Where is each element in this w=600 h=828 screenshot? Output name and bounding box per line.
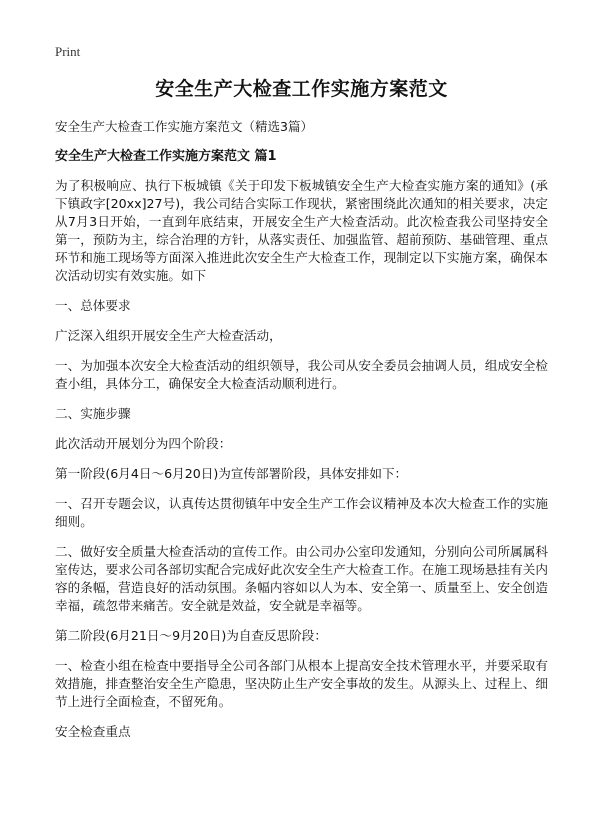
paragraph-leadership: 一、为加强本次安全大检查活动的组织领导，我公司从安全委员会抽调人员，组成安全检查小组，具体分工，确保安全大检查活动顺利进行。 <box>55 358 548 391</box>
paragraph-organize: 广泛深入组织开展安全生产大检查活动， <box>55 328 282 343</box>
document-title: 安全生产大检查工作实施方案范文 <box>155 78 448 100</box>
paragraph-inspection-guidance: 一、检查小组在检查中要指导全公司各部门从根本上提高安全技术管理水平，并要采取有效措施，排查整治安全生产隐患，坚决防止生产安全事故的发生。从源头上、过程上、细节上进行全面检查，不留死角。 <box>55 658 548 709</box>
paragraph-publicity: 二、做好安全质量大检查活动的宣传工作。由公司办公室印发通知，分别向公司所属属科室传达，要求公司各部切实配合完成好此次安全生产大检查工作。在施工现场悬挂有关内容的条幅，营造良好的活动氛围。条幅内容如以人为本、安全第一、质量至上、安全创造幸福，疏忽带来痛苦。安全就是效益，安全就是幸福等。 <box>55 544 548 613</box>
document-subtitle: 安全生产大检查工作实施方案范文（精选3篇） <box>55 119 313 134</box>
print-label: Print <box>55 44 81 59</box>
section-heading: 安全生产大检查工作实施方案范文 篇1 <box>55 149 277 164</box>
heading-general-requirements: 一、总体要求 <box>55 298 131 313</box>
paragraph-special-meeting: 一、召开专题会议，认真传达贯彻镇年中安全生产工作会议精神及本次大检查工作的实施细则。 <box>55 496 548 529</box>
paragraph-inspection-focus: 安全检查重点 <box>55 724 131 739</box>
paragraph-four-stages: 此次活动开展划分为四个阶段： <box>55 436 232 451</box>
paragraph-stage-two: 第二阶段(6月21日～9月20日)为自查反思阶段： <box>55 628 327 643</box>
heading-implementation-steps: 二、实施步骤 <box>55 406 131 421</box>
paragraph-intro: 为了积极响应、执行下板城镇《关于印发下板城镇安全生产大检查实施方案的通知》(承下镇政字[20xx]27号)，我公司结合实际工作现状，紧密围绕此次通知的相关要求，决定从7月3日开始，一直到年底结束，开展安全生产大检查活动。此次检查我公司坚持安全第一，预防为主，综合治理的方针，从落实责任、加强监管、超前预防、基础管理、重点环节和施工现场等方面深入推进此次安全生产大检查工作，现制定以下实施方案，确保本次活动切实有效实施。如下 <box>55 178 548 283</box>
paragraph-stage-one: 第一阶段(6月4日～6月20日)为宣传部署阶段，具体安排如下： <box>55 466 408 481</box>
